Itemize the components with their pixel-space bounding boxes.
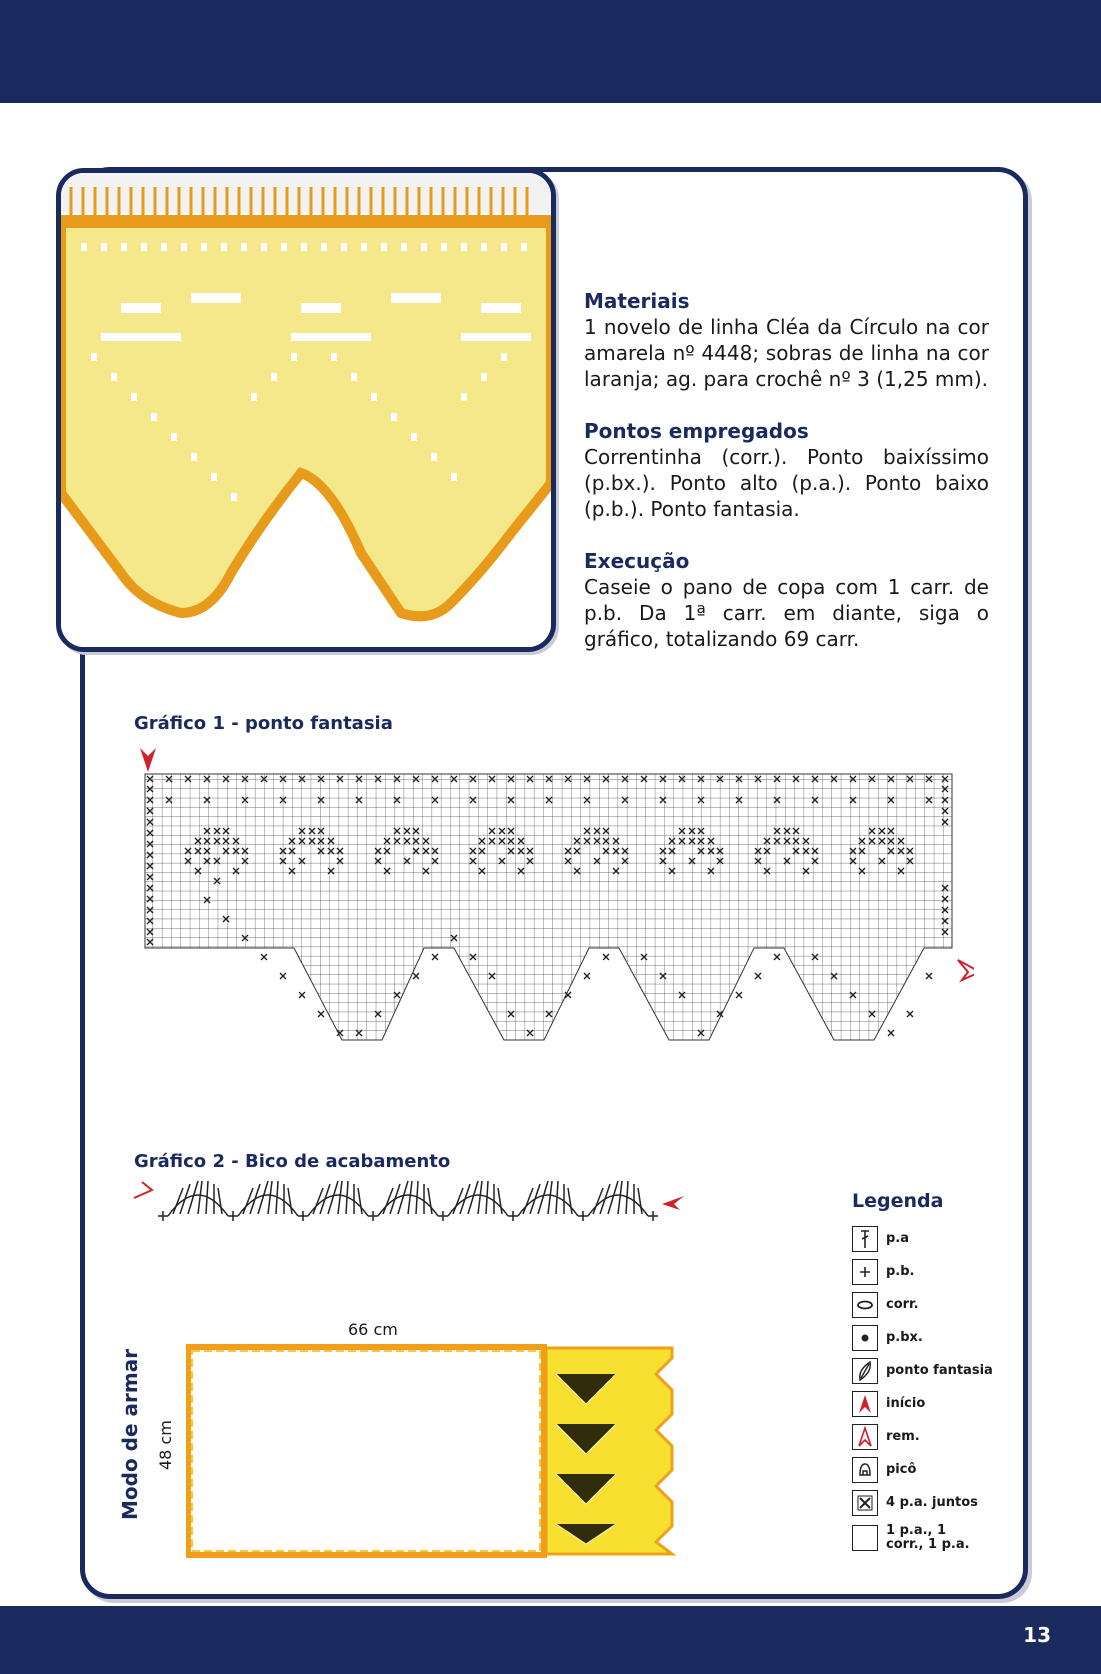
leaf-icon [852,1358,878,1384]
end-arrow-icon [958,960,974,980]
height-label: 48 cm [156,1420,175,1470]
legend-item [852,1222,1052,1255]
filled-arrow-icon [662,1196,684,1210]
legend-item [852,1387,1052,1420]
bottom-banner [0,1606,1101,1674]
legend-label: 1 p.a., 1 corr., 1 p.a. [886,1523,970,1552]
stitches-text: Correntinha (corr.). Ponto baixíssimo (p.bx.). Ponto alto (p.a.). Ponto baixo (p.b.). Ponto fantasia. [584,445,989,521]
assembly-title: Modo de armar [118,1348,142,1520]
execution-heading: Execução [584,549,690,573]
legend-item [852,1519,1052,1557]
empty-box-icon [852,1525,878,1551]
legend-label: picô [886,1461,917,1477]
legend-item [852,1321,1052,1354]
crochet-photo [56,168,556,652]
instructions [584,288,989,678]
picot-icon [852,1457,878,1483]
treble-stitch-icon [852,1226,878,1252]
execution-text: Caseie o pano de copa com 1 carr. de p.b. Da 1ª carr. em diante, siga o gráfico, totalizando 69 carr. [584,575,989,651]
legend-label: rem. [886,1428,920,1444]
materials-text: 1 novelo de linha Cléa da Círculo na cor amarela nº 4448; sobras de linha na cor laranja; ag. para crochê nº 3 (1,25 mm). [584,315,989,391]
assembly-diagram [186,1344,686,1558]
outline-arrow-icon [852,1424,878,1450]
legend-label: ponto fantasia [886,1362,993,1378]
legend-label: corr. [886,1296,919,1312]
width-label: 66 cm [348,1320,398,1339]
top-banner [0,0,1101,103]
legend-label: p.b. [886,1263,915,1279]
dot-icon [852,1325,878,1351]
legend-label: p.a [886,1230,910,1246]
x-box-icon [852,1490,878,1516]
page-number: 13 [1023,1623,1051,1647]
oval-icon [852,1292,878,1318]
legend-label: 4 p.a. juntos [886,1494,978,1510]
legend-item [852,1486,1052,1519]
legend-item [852,1255,1052,1288]
legend-item [852,1453,1052,1486]
stitches-heading: Pontos empregados [584,419,809,443]
materials-heading: Materiais [584,289,690,313]
legend-item [852,1420,1052,1453]
plus-icon [852,1259,878,1285]
legend-item [852,1288,1052,1321]
legend [852,1190,1052,1557]
edging-chart [128,1176,688,1226]
legend-label: p.bx. [886,1329,923,1345]
chart2-title: Gráfico 2 - Bico de acabamento [134,1151,451,1172]
legend-title: Legenda [852,1190,944,1212]
legend-item [852,1354,1052,1387]
legend-label: início [886,1395,926,1411]
chart1-title: Gráfico 1 - ponto fantasia [134,713,393,734]
start-arrow-icon [140,748,156,772]
filet-chart [134,742,974,1062]
outline-arrow-icon [134,1182,152,1198]
filled-arrow-icon [852,1391,878,1417]
